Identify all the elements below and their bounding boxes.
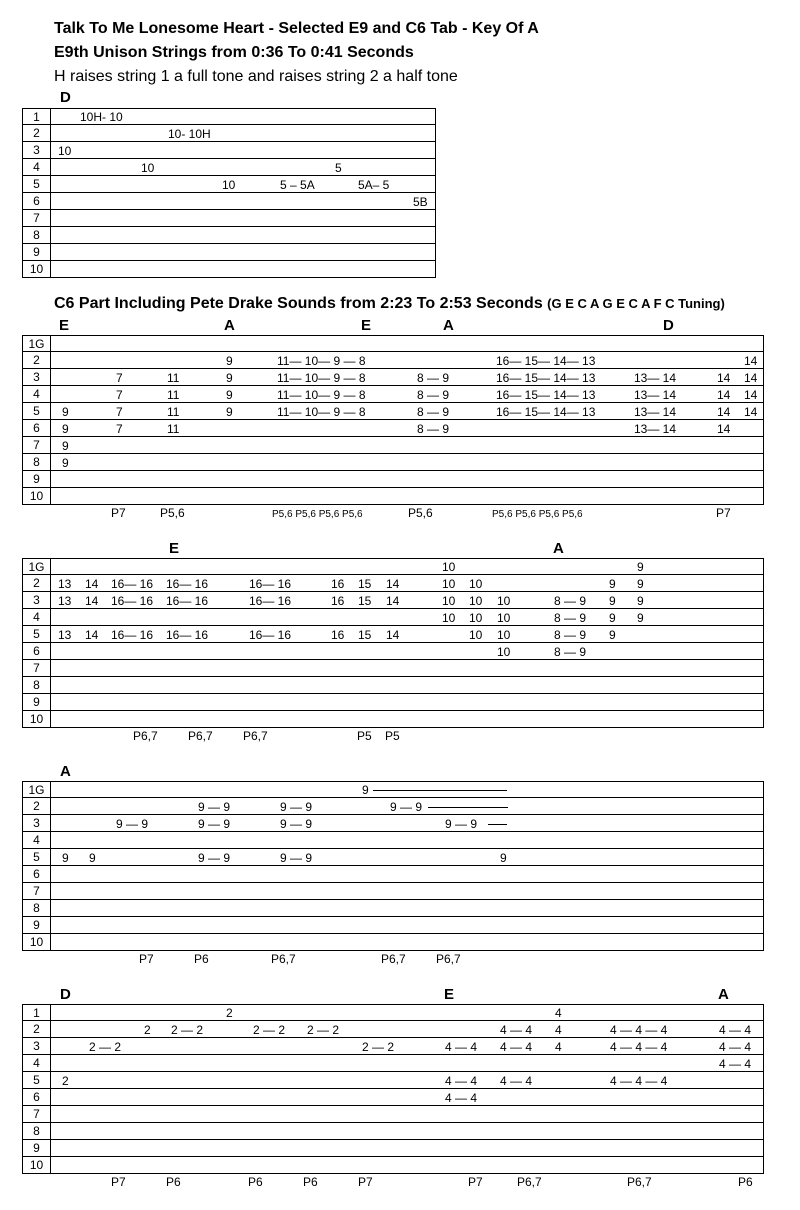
pedal-label: P5,6 P5,6 P5,6 P5,6 (492, 509, 583, 520)
tab-note: 10 (141, 161, 155, 175)
tab-row (22, 1106, 764, 1123)
tab-note: 14 (744, 371, 758, 385)
tab-note: 13 (58, 628, 72, 642)
tab-note: 10 (442, 611, 456, 625)
tab-note: 16— 15— 14— 13 (496, 371, 596, 385)
tab-note: 9 — 9 (445, 817, 478, 831)
pedal-label: P7 (139, 952, 154, 966)
string-label: 6 (23, 420, 51, 436)
tab-note: 2 — 2 (89, 1040, 122, 1054)
chord-label: E (361, 317, 372, 334)
tab-note: 10 (469, 628, 483, 642)
string-label: 8 (23, 677, 51, 693)
tab-row (22, 1089, 764, 1106)
string-label: 8 (23, 1123, 51, 1139)
tab-note: 4 — 4 (500, 1040, 533, 1054)
tab-note: 11— 10— 9 — 8 (277, 371, 366, 385)
tab-row (22, 1123, 764, 1140)
tab-note: 4 (555, 1040, 562, 1054)
string-label: 5 (23, 176, 51, 192)
tab-note: 4 — 4 (445, 1074, 478, 1088)
tab-row (22, 437, 764, 454)
tab-note: 14 (85, 594, 99, 608)
tab-note: 16— 16 (111, 594, 154, 608)
tab-note: 10H- 10 (80, 110, 123, 124)
tab-row (22, 609, 764, 626)
tab-row (22, 1157, 764, 1174)
string-label: 3 (23, 592, 51, 608)
tab-note: 11— 10— 9 — 8 (277, 405, 366, 419)
tab-note: 4 (555, 1023, 562, 1037)
tab-note: 9 — 9 (198, 817, 231, 831)
tab-note: 10 (222, 178, 236, 192)
section-title-c6-main: C6 Part Including Pete Drake Sounds from 2:23 To 2:53 Seconds (54, 295, 543, 312)
tab-note: 9 — 9 (198, 851, 231, 865)
string-label: 5 (23, 1072, 51, 1088)
tab-note: 9 (62, 439, 69, 453)
section-title-c6 (54, 295, 725, 313)
tab-note: 14 (717, 371, 731, 385)
tab-note: 13 (58, 594, 72, 608)
pedal-label: P6 (194, 952, 209, 966)
tab-note: 10 (497, 645, 511, 659)
tab-row (22, 677, 764, 694)
string-label: 9 (23, 694, 51, 710)
pedal-label: P5 (385, 729, 400, 743)
pedal-label: P7 (716, 506, 731, 520)
tab-note: 13— 14 (634, 371, 677, 385)
tab-note: 13 (58, 577, 72, 591)
tab-note: 10 (58, 144, 72, 158)
tab-note: 9 (609, 628, 616, 642)
tab-note: 5B (413, 195, 428, 209)
tab-row (22, 643, 764, 660)
page-title: Talk To Me Lonesome Heart - Selected E9 and C6 Tab - Key Of A (54, 20, 539, 37)
string-label: 10 (23, 934, 51, 950)
string-label: 7 (23, 660, 51, 676)
string-label: 7 (23, 210, 51, 226)
tab-note: 4 — 4 (719, 1057, 752, 1071)
tab-note: 15 (358, 594, 372, 608)
string-label: 5 (23, 403, 51, 419)
tab-note: 9 (226, 354, 233, 368)
tab-note: 9 (637, 594, 644, 608)
tab-row (22, 227, 436, 244)
chord-label: A (443, 317, 454, 334)
tab-note: 16— 16 (166, 594, 209, 608)
tab-note: 16 (331, 628, 345, 642)
string-label: 8 (23, 454, 51, 470)
tab-note: 8 — 9 (554, 645, 587, 659)
string-label: 5 (23, 849, 51, 865)
tab-note: 2 (226, 1006, 233, 1020)
tab-note: 9 (637, 560, 644, 574)
pedal-label: P5,6 (408, 506, 433, 520)
tab-note: 11 (167, 422, 180, 436)
string-label: 5 (23, 626, 51, 642)
tab-note: 4 — 4 (719, 1023, 752, 1037)
tab-note: 4 — 4 (500, 1074, 533, 1088)
tab-note: 9 (226, 371, 233, 385)
tab-row (22, 125, 436, 142)
tab-note: 11 (167, 405, 180, 419)
tab-note: 11— 10— 9 — 8 (277, 388, 366, 402)
tab-note: 5 – 5A (280, 178, 315, 192)
tab-note: 4 (555, 1006, 562, 1020)
chord-label: D (663, 317, 674, 334)
string-label: 10 (23, 261, 51, 277)
pedal-label: P6,7 (517, 1175, 542, 1189)
tab-note: 14 (717, 388, 731, 402)
string-label: 7 (23, 1106, 51, 1122)
tab-note: 16— 16 (249, 594, 292, 608)
string-label: 2 (23, 575, 51, 591)
string-label: 1G (23, 336, 51, 351)
string-label: 6 (23, 643, 51, 659)
pedal-label: P6,7 (243, 729, 268, 743)
tab-note: 2 — 2 (253, 1023, 286, 1037)
tab-row (22, 352, 764, 369)
pedal-label: P6,7 (381, 952, 406, 966)
tab-row (22, 1004, 764, 1021)
tab-note: 11— 10— 9 — 8 (277, 354, 366, 368)
tab-note: 16— 16 (111, 628, 154, 642)
string-label: 6 (23, 866, 51, 882)
tab-note: 5 (335, 161, 342, 175)
chord-label: E (59, 317, 70, 334)
tab-note: 9 (226, 405, 233, 419)
tab-note: 2 (62, 1074, 69, 1088)
tab-note: 14 (386, 577, 400, 591)
tab-row (22, 142, 436, 159)
pedal-label: P6,7 (133, 729, 158, 743)
string-label: 9 (23, 1140, 51, 1156)
tab-note: 10 (442, 560, 456, 574)
string-label: 4 (23, 159, 51, 175)
string-label: 9 (23, 471, 51, 487)
string-label: 1 (23, 109, 51, 124)
tab-note: 9 (62, 456, 69, 470)
tab-note: 2 (144, 1023, 151, 1037)
string-label: 4 (23, 832, 51, 848)
tab-note: 14 (85, 628, 99, 642)
tab-row (22, 159, 436, 176)
chord-label: E (444, 986, 455, 1003)
tab-row (22, 261, 436, 278)
string-label: 2 (23, 1021, 51, 1037)
tab-note: 9 — 9 (280, 817, 313, 831)
pedal-label: P7 (111, 1175, 126, 1189)
pedal-label: P5,6 P5,6 P5,6 P5,6 (272, 509, 363, 520)
pedal-label: P6,7 (436, 952, 461, 966)
tab-note: 8 — 9 (554, 628, 587, 642)
tab-note: 16— 15— 14— 13 (496, 388, 596, 402)
chord-label: E (169, 540, 180, 557)
tab-note: 10 (469, 611, 483, 625)
tab-note: 14 (85, 577, 99, 591)
tab-note: 16— 15— 14— 13 (496, 405, 596, 419)
pedal-label: P6,7 (271, 952, 296, 966)
tab-note: 14 (386, 594, 400, 608)
pedal-label: P6 (738, 1175, 753, 1189)
pedal-label: P7 (358, 1175, 373, 1189)
pedal-label: P5 (357, 729, 372, 743)
tab-note: 9 (500, 851, 507, 865)
tab-note: 10 (469, 594, 483, 608)
tab-note: 10- 10H (168, 127, 211, 141)
tab-note: 9 (62, 405, 69, 419)
tab-note: 9 (637, 611, 644, 625)
tab-note: 9 (609, 611, 616, 625)
tab-note: 16— 16 (249, 628, 292, 642)
string-label: 7 (23, 883, 51, 899)
tab-note: 16 (331, 594, 345, 608)
tab-note: 9 (62, 851, 69, 865)
tab-note: 4 — 4 (445, 1040, 478, 1054)
tab-note: 10 (497, 628, 511, 642)
tab-note: 9 (609, 594, 616, 608)
tab-note: 15 (358, 628, 372, 642)
tab-row (22, 694, 764, 711)
tab-row (22, 1140, 764, 1157)
tab-row (22, 488, 764, 505)
pedal-label: P6 (248, 1175, 263, 1189)
string-label: 3 (23, 142, 51, 158)
string-label: 10 (23, 488, 51, 504)
tab-note: 7 (116, 388, 123, 402)
tab-note: 14 (386, 628, 400, 642)
tab-note: 8 — 9 (554, 611, 587, 625)
tab-note: 15 (358, 577, 372, 591)
string-label: 1G (23, 782, 51, 797)
string-label: 4 (23, 1055, 51, 1071)
tab-note: 14 (717, 405, 731, 419)
string-label: 1 (23, 1005, 51, 1020)
string-label: 9 (23, 244, 51, 260)
tab-note: 9 — 9 (116, 817, 149, 831)
string-label: 3 (23, 1038, 51, 1054)
tuning-label: (G E C A G E C A F C Tuning) (547, 296, 725, 311)
string-label: 2 (23, 125, 51, 141)
tab-row (22, 711, 764, 728)
string-label: 7 (23, 437, 51, 453)
string-label: 8 (23, 227, 51, 243)
tab-note: 16 (331, 577, 345, 591)
tab-note: 16— 16 (166, 628, 209, 642)
tab-note: 14 (717, 422, 731, 436)
chord-label: A (60, 763, 71, 780)
pedal-label: P6 (303, 1175, 318, 1189)
chord-label: A (718, 986, 729, 1003)
pedal-label: P7 (468, 1175, 483, 1189)
chord-label: D (60, 986, 71, 1003)
string-label: 3 (23, 815, 51, 831)
string-label: 2 (23, 798, 51, 814)
tab-note: 4 — 4 (500, 1023, 533, 1037)
tab-note: 16— 15— 14— 13 (496, 354, 596, 368)
tab-note: 13— 14 (634, 388, 677, 402)
string-label: 10 (23, 711, 51, 727)
tab-note: 9 (362, 783, 369, 797)
sustain-line (488, 824, 507, 825)
tab-note: 8 — 9 (417, 405, 450, 419)
chord-label: A (224, 317, 235, 334)
tab-note: 7 (116, 422, 123, 436)
tab-note: 14 (744, 405, 758, 419)
tab-row (22, 335, 764, 352)
string-label: 3 (23, 369, 51, 385)
tab-note: 10 (469, 577, 483, 591)
string-label: 10 (23, 1157, 51, 1173)
tab-note: 14 (744, 388, 758, 402)
string-label: 9 (23, 917, 51, 933)
string-label: 6 (23, 1089, 51, 1105)
tab-note: 16— 16 (111, 577, 154, 591)
tab-row (22, 900, 764, 917)
tab-note: 14 (744, 354, 758, 368)
section-title-e9: E9th Unison Strings from 0:36 To 0:41 Seconds (54, 44, 414, 61)
tab-note: 9 (637, 577, 644, 591)
tab-note: 9 (226, 388, 233, 402)
sustain-line (373, 790, 507, 791)
tab-note: 2 — 2 (307, 1023, 340, 1037)
tab-row (22, 866, 764, 883)
pedal-label: P6,7 (627, 1175, 652, 1189)
tab-note: 9 (62, 422, 69, 436)
string-label: 2 (23, 352, 51, 368)
tab-note: 9 — 9 (280, 800, 313, 814)
tab-note: 10 (497, 611, 511, 625)
tab-row (22, 210, 436, 227)
tab-row (22, 883, 764, 900)
tab-note: 2 — 2 (171, 1023, 204, 1037)
tab-note: 9 (609, 577, 616, 591)
tab-note: 8 — 9 (417, 371, 450, 385)
tab-row (22, 454, 764, 471)
tab-row (22, 193, 436, 210)
pedal-label: P7 (111, 506, 126, 520)
tab-row (22, 471, 764, 488)
subtitle: H raises string 1 a full tone and raises string 2 a half tone (54, 68, 458, 85)
tab-note: 13— 14 (634, 422, 677, 436)
tab-row (22, 558, 764, 575)
tab-note: 5A– 5 (358, 178, 390, 192)
tab-note: 8 — 9 (417, 388, 450, 402)
chord-label: A (553, 540, 564, 557)
tab-row (22, 917, 764, 934)
tab-note: 7 (116, 405, 123, 419)
tab-note: 9 — 9 (198, 800, 231, 814)
tab-note: 7 (116, 371, 123, 385)
tab-note: 9 — 9 (280, 851, 313, 865)
pedal-label: P6 (166, 1175, 181, 1189)
tab-row (22, 849, 764, 866)
pedal-label: P5,6 (160, 506, 185, 520)
tab-note: 13— 14 (634, 405, 677, 419)
tab-note: 11 (167, 371, 180, 385)
tab-note: 9 — 9 (390, 800, 423, 814)
tab-note: 8 — 9 (554, 594, 587, 608)
tab-note: 11 (167, 388, 180, 402)
string-label: 4 (23, 609, 51, 625)
tab-row (22, 934, 764, 951)
pedal-label: P6,7 (188, 729, 213, 743)
string-label: 1G (23, 559, 51, 574)
tab-note: 4 — 4 (719, 1040, 752, 1054)
string-label: 4 (23, 386, 51, 402)
tab-note: 10 (497, 594, 511, 608)
tab-note: 4 — 4 — 4 (610, 1023, 668, 1037)
tab-note: 4 — 4 — 4 (610, 1040, 668, 1054)
tab-note: 10 (442, 577, 456, 591)
sustain-line (428, 807, 508, 808)
tab-note: 10 (442, 594, 456, 608)
tab-note: 4 — 4 — 4 (610, 1074, 668, 1088)
string-label: 6 (23, 193, 51, 209)
tab-row (22, 244, 436, 261)
tab-row (22, 1055, 764, 1072)
chord-label: D (60, 89, 71, 106)
tab-note: 2 — 2 (362, 1040, 395, 1054)
tab-note: 16— 16 (166, 577, 209, 591)
tab-row (22, 660, 764, 677)
tab-note: 9 (89, 851, 96, 865)
string-label: 8 (23, 900, 51, 916)
tab-note: 16— 16 (249, 577, 292, 591)
tab-note: 8 — 9 (417, 422, 450, 436)
tab-row (22, 832, 764, 849)
tab-note: 4 — 4 (445, 1091, 478, 1105)
